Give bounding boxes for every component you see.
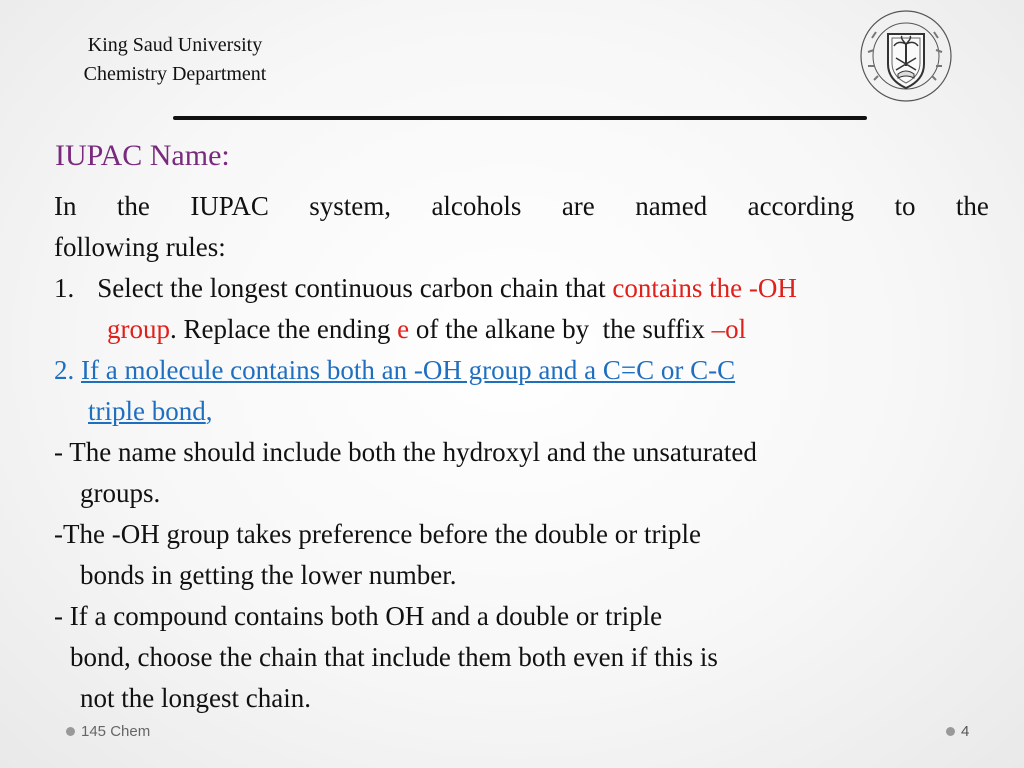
intro-line (54, 186, 989, 227)
note-line: not the longest chain. (80, 683, 311, 713)
rule-1-text: Select the longest continuous carbon chain that (97, 273, 613, 303)
header (40, 31, 310, 89)
rule-2-link[interactable]: triple bond (88, 396, 206, 426)
bullet-dot-icon (946, 727, 955, 736)
rule-2-line-2 (54, 391, 989, 432)
rule-1-text: . Replace the ending (170, 314, 398, 344)
rule-1-highlight: contains the -OH (612, 273, 797, 303)
footer-course (66, 723, 150, 740)
intro-word: alcohols (431, 191, 522, 221)
slide-title: IUPAC Name: (55, 139, 230, 172)
intro-word: are (561, 191, 595, 221)
slide-body (54, 186, 989, 719)
note-line: groups. (80, 478, 161, 508)
intro-word: In (54, 191, 77, 221)
note-line: bonds in getting the lower number. (80, 560, 457, 590)
rule-2-line-1 (54, 350, 989, 391)
intro-word: IUPAC (190, 191, 269, 221)
bullet-dot-icon (66, 727, 75, 736)
intro-word: system, (309, 191, 392, 221)
note-line: -The -OH group takes preference before the double or triple (54, 519, 701, 549)
intro-word: the (955, 191, 989, 221)
rule-2-link[interactable]: If a molecule contains both an -OH group and a C=C or C-C (81, 355, 736, 385)
rule-2-comma: , (205, 396, 213, 426)
intro-line-2: following rules: (54, 232, 226, 262)
rule-2-number: 2. (54, 355, 81, 385)
header-divider (173, 116, 867, 120)
course-label: 145 Chem (81, 723, 151, 740)
rule-1-text: of the alkane by the suffix (409, 314, 712, 344)
note-line: - The name should include both the hydroxyl and the unsaturated (54, 437, 757, 467)
rule-1-line-2 (54, 309, 989, 350)
intro-word: to (894, 191, 916, 221)
note-line: bond, choose the chain that include them both even if this is (70, 642, 718, 672)
department-name: Chemistry Department (83, 63, 267, 85)
intro-word: named (635, 191, 708, 221)
page-number: 4 (961, 723, 970, 740)
intro-word: the (116, 191, 150, 221)
footer-page-number (946, 723, 969, 740)
rule-1-number: 1. (54, 273, 75, 303)
note-line: - If a compound contains both OH and a double or triple (54, 601, 663, 631)
rule-1-line-1 (54, 268, 989, 309)
king-saud-university-logo-icon (852, 8, 960, 104)
rule-1-suffix: –ol (711, 314, 747, 344)
rule-1-highlight: e (397, 314, 410, 344)
rule-1-highlight: group (107, 314, 170, 344)
university-name: King Saud University (87, 34, 263, 56)
intro-word: according (747, 191, 855, 221)
